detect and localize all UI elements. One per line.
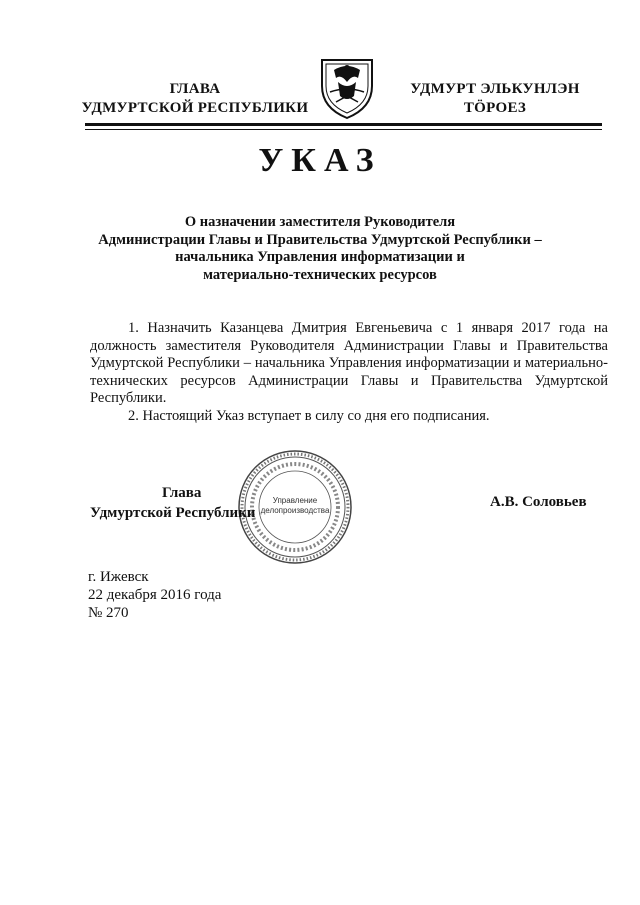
signatory-position-line2: Удмуртской Республики	[90, 505, 256, 521]
document-subject	[60, 214, 580, 284]
document-title: УКАЗ	[258, 142, 382, 179]
header-right	[395, 80, 595, 118]
header-left-line1: ГЛАВА	[169, 81, 221, 97]
stamp-text-line1: Управление	[272, 496, 318, 505]
subject-line: Администрации Главы и Правительства Удмуртской Республики –	[98, 231, 542, 248]
subject-line: материально-технических ресурсов	[203, 266, 437, 283]
header-left-line2: УДМУРТСКОЙ РЕСПУБЛИКИ	[81, 100, 309, 116]
subject-line: О назначении заместителя Руководителя	[184, 214, 456, 230]
subject-line: начальника Управления информатизации и	[175, 249, 465, 265]
document-body	[90, 320, 608, 426]
header-right-line1: УДМУРТ ЭЛЬКУНЛЭН	[410, 81, 580, 97]
coat-of-arms-icon	[318, 56, 376, 120]
header-left	[80, 80, 310, 118]
signatory-name: А.В. Соловьев	[490, 494, 587, 510]
document-footer	[88, 568, 221, 622]
body-paragraph-2: 2. Настоящий Указ вступает в силу со дня его подписания.	[128, 407, 490, 424]
stamp-text-line2: делопроизводства	[260, 506, 330, 515]
footer-number: № 270	[88, 605, 129, 621]
header-divider-thin	[85, 129, 602, 130]
header-divider-thick	[85, 123, 602, 126]
header-right-line2: ТӦРОЕЗ	[463, 100, 527, 116]
body-paragraph-1: 1. Назначить Казанцева Дмитрия Евгеньевича с 1 января 2017 года на должность заместителя Руководителя Администрации Главы и Правительства Удмуртской Республики – начальника Управления информатизации и материально-технических ресурсов Администрации Главы и Правительства Удмуртской Республики.	[90, 320, 608, 407]
signatory-position-line1: Глава	[162, 485, 202, 501]
footer-date: 22 декабря 2016 года	[88, 587, 222, 603]
signatory-position	[90, 484, 290, 522]
footer-city: г. Ижевск	[88, 569, 149, 585]
